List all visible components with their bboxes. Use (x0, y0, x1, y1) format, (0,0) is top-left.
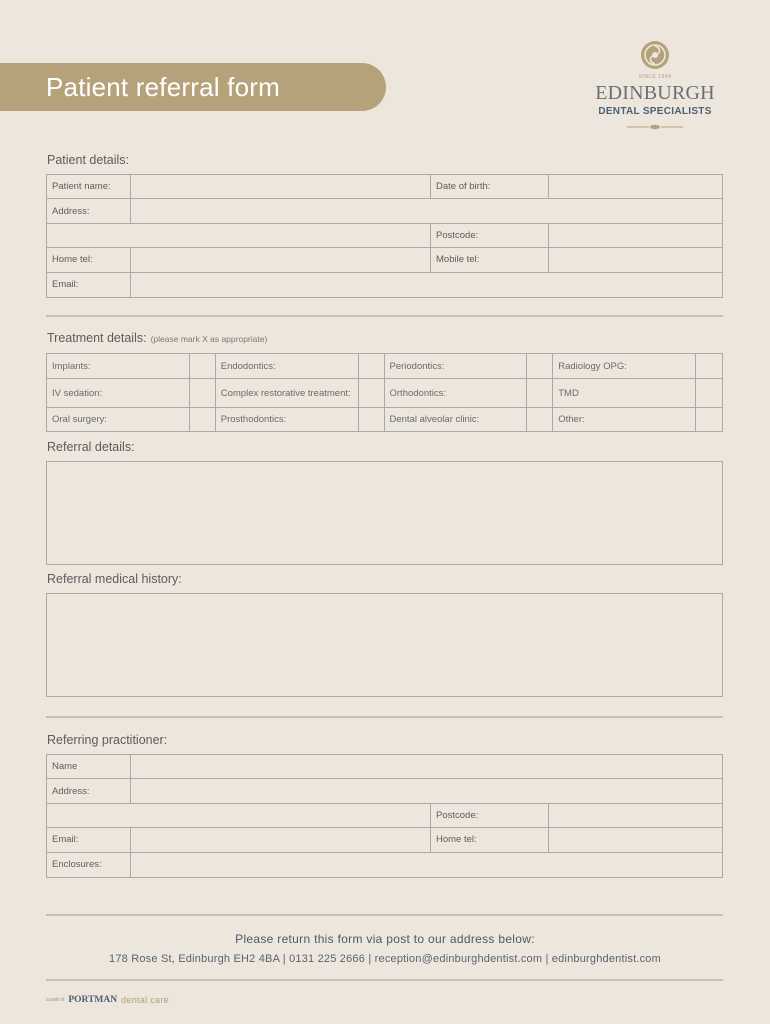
address-field[interactable] (131, 199, 723, 222)
referral-medical-history-heading: Referral medical history: (47, 572, 182, 586)
treatment-checkbox[interactable] (190, 379, 216, 407)
address-row (47, 199, 722, 223)
practitioner-name-row (47, 755, 722, 779)
home-tel-field[interactable] (131, 248, 430, 271)
email-field[interactable] (131, 273, 723, 297)
treatment-label: Orthodontics: (385, 379, 528, 407)
practitioner-home-tel-label: Home tel: (436, 834, 477, 846)
section-divider (46, 716, 723, 718)
treatment-row (47, 379, 722, 408)
referring-practitioner-heading: Referring practitioner: (47, 733, 168, 747)
practitioner-address-field[interactable] (131, 779, 723, 802)
practitioner-email-label: Email: (52, 834, 79, 846)
enclosures-row (47, 853, 722, 877)
treatment-table (46, 353, 723, 432)
practitioner-email-field[interactable] (131, 828, 430, 851)
treatment-label: TMD (553, 379, 696, 407)
address-line-2-field[interactable] (47, 224, 430, 247)
treatment-checkbox[interactable] (359, 408, 385, 431)
logo (584, 40, 726, 140)
footer-brand (46, 995, 169, 1005)
treatment-label: Radiology OPG: (553, 354, 696, 378)
patient-details-heading: Patient details: (47, 153, 129, 167)
footer-brand-name: PORTMAN (68, 995, 118, 1005)
postcode-field[interactable] (549, 224, 723, 247)
treatment-label: Other: (553, 408, 696, 431)
referral-details-textarea[interactable] (46, 461, 723, 565)
treatment-details-title: Treatment details: (47, 331, 147, 345)
treatment-label: Endodontics: (216, 354, 359, 378)
postcode-label: Postcode: (436, 229, 479, 241)
treatment-checkbox[interactable] (359, 379, 385, 407)
footer-brand-rest: dental care (121, 995, 169, 1005)
treatment-checkbox[interactable] (359, 354, 385, 378)
mobile-tel-field[interactable] (549, 248, 723, 271)
treatment-label: Prosthodontics: (216, 408, 359, 431)
logo-name: EDINBURGH (595, 82, 715, 104)
practitioner-postcode-label: Postcode: (436, 809, 479, 821)
referral-details-heading: Referral details: (47, 440, 135, 454)
flourish-divider-icon (625, 123, 685, 131)
treatment-label: Implants: (47, 354, 190, 378)
practitioner-postcode-field[interactable] (549, 804, 723, 827)
email-label: Email: (52, 279, 79, 291)
treatment-label: IV sedation: (47, 379, 190, 407)
logo-subtitle: DENTAL SPECIALISTS (598, 106, 712, 117)
patient-details-table (46, 174, 723, 298)
enclosures-field[interactable] (131, 853, 723, 877)
treatment-checkbox[interactable] (527, 408, 553, 431)
treatment-label: Dental alveolar clinic: (385, 408, 528, 431)
treatment-details-heading (47, 331, 267, 345)
treatment-checkbox[interactable] (527, 354, 553, 378)
section-divider (46, 315, 723, 317)
swirl-emblem-icon (640, 40, 670, 70)
section-divider (46, 914, 723, 916)
return-instructions: Please return this form via post to our address below: (235, 932, 535, 946)
treatment-label: Complex restorative treatment: (216, 379, 359, 407)
home-tel-label: Home tel: (52, 254, 93, 266)
phone-row (47, 248, 722, 272)
practitioner-home-tel-field[interactable] (549, 828, 723, 851)
practitioner-name-label: Name (52, 761, 78, 773)
address-label: Address: (52, 205, 90, 217)
practitioner-address-row (47, 779, 722, 803)
postcode-row (47, 224, 722, 248)
practitioner-address-line-2-field[interactable] (47, 804, 430, 827)
logo-since: SINCE 1994 (638, 74, 672, 80)
email-row (47, 273, 722, 297)
title-banner (0, 63, 386, 111)
referring-practitioner-table (46, 754, 723, 878)
treatment-checkbox[interactable] (190, 408, 216, 431)
contact-address: 178 Rose St, Edinburgh EH2 4BA | 0131 225 2666 | reception@edinburghdentist.com | edinburghdentist.com (109, 953, 661, 965)
treatment-checkbox[interactable] (696, 354, 722, 378)
practitioner-contact-row (47, 828, 722, 852)
practitioner-name-field[interactable] (131, 755, 723, 778)
mobile-tel-label: Mobile tel: (436, 254, 480, 266)
date-of-birth-label: Date of birth: (436, 181, 491, 193)
date-of-birth-field[interactable] (549, 175, 723, 198)
treatment-checkbox[interactable] (696, 408, 722, 431)
page-title: Patient referral form (46, 71, 280, 102)
treatment-row (47, 354, 722, 379)
treatment-details-note: (please mark X as appropriate) (150, 334, 268, 344)
treatment-row (47, 408, 722, 431)
referral-medical-history-textarea[interactable] (46, 593, 723, 697)
patient-name-field[interactable] (131, 175, 430, 198)
enclosures-label: Enclosures: (52, 859, 102, 871)
footer-part-of: a part of (46, 997, 65, 1003)
treatment-checkbox[interactable] (527, 379, 553, 407)
patient-name-label: Patient name: (52, 181, 111, 193)
treatment-label: Oral surgery: (47, 408, 190, 431)
treatment-checkbox[interactable] (190, 354, 216, 378)
treatment-checkbox[interactable] (696, 379, 722, 407)
section-divider (46, 979, 723, 981)
practitioner-address-label: Address: (52, 785, 90, 797)
patient-name-row (47, 175, 722, 199)
practitioner-postcode-row (47, 804, 722, 828)
treatment-label: Periodontics: (385, 354, 528, 378)
